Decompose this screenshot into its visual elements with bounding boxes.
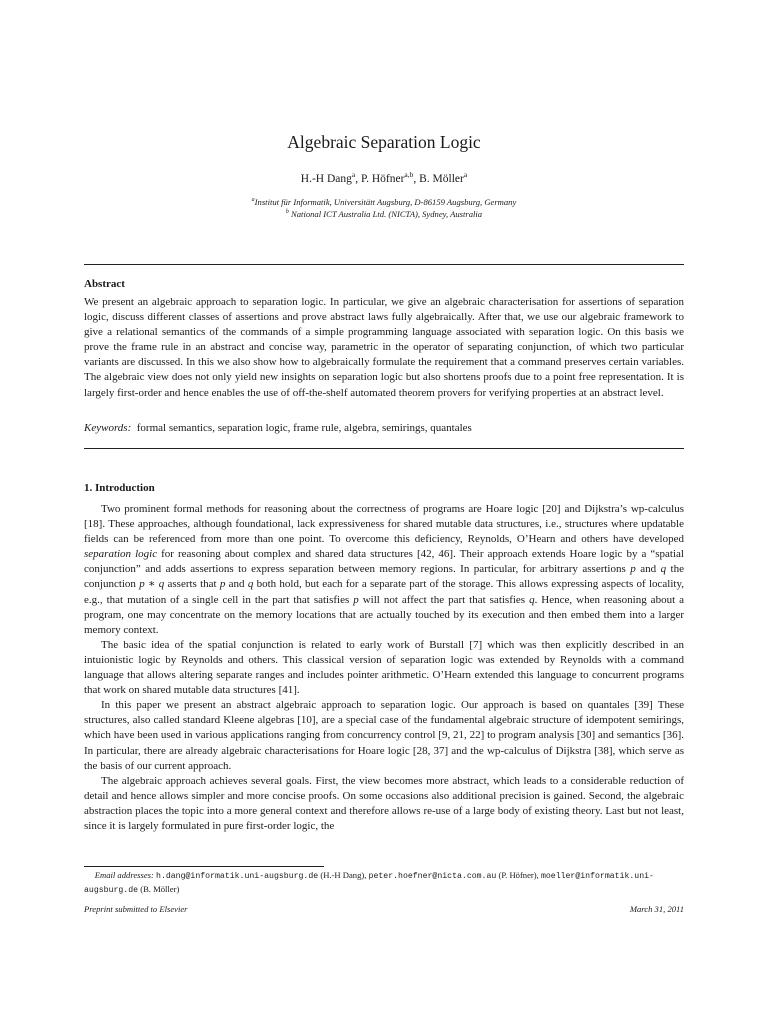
- emphasis-term: separation logic: [84, 548, 158, 561]
- abstract-text: We present an algebraic approach to separation logic. In particular, we give an algebraic characterisation for assertions of separation logic, discuss different classes of assertions and prove abstract laws fully algebraically. After that, we use our algebraic framework to give a relational semantics of the commands of a simple programming language associated with separation logic. On this basis we prove the frame rule in an abstract and concise way, parametric in the operator of separating conjunction, of which two particular variants are discussed. In this we also show how to algebraically formulate the requirement that a command preserves certain variables. The algebraic view does not only yield new insights on separation logic but also shortens proofs due to a point free representation. It is largely first-order and hence enables the use of off-the-shelf automated theorem provers for verifying properties at an abstract level.: [84, 296, 684, 399]
- preprint-date: March 31, 2011: [629, 904, 684, 914]
- intro-paragraph-2: The basic idea of the spatial conjunction is related to early work of Burstall [7] which was then explicitly described in an intuionistic logic by Reynolds and others. This classical version of separation logic was extended by Reynolds with a command language that allows altering separate ranges and includes pointer arithmetic. O’Hearn extended this language to concurrent programs that work on shared mutable data structures [41].: [84, 638, 684, 697]
- math-expression: p ∗ q: [139, 578, 165, 591]
- intro-paragraph-1: [84, 502, 684, 638]
- text-run: both hold, but each for a separate part of the storage. This allows expressing aspects of locality, e.g., that mutation of a single cell in the part that satisfies: [84, 578, 684, 606]
- text-run: the conjunction: [84, 563, 684, 591]
- text-run: for reasoning about complex and shared data structures [42, 46]. Their approach extends Hoare logic by a “spatial conjunction” and adds assertions to express separation between memory regions. In particular, for arbitrary assertions: [84, 548, 684, 576]
- text-run: . Hence, when reasoning about a program, one may concentrate on the memory locations that are actually touched by its execution and then embed them into a larger memory context.: [84, 593, 684, 636]
- affiliation-a: [0, 197, 768, 207]
- author-affil-mark: a: [351, 170, 356, 179]
- keywords-list: formal semantics, separation logic, frame rule, algebra, semirings, quantales: [136, 422, 472, 434]
- preprint-notice: Preprint submitted to Elsevier: [84, 904, 188, 914]
- intro-paragraph-3: In this paper we present an abstract algebraic approach to separation logic. Our approach is based on quantales [39] These structures, also called standard Kleene algebras [10], are a special case of the fundamental algebraic structure of idempotent semirings, which have been used in various applications ranging from concurrency control [9, 21, 22] to program analysis [30] and semantics [36]. In particular, there are already algebraic characterisations for Hoare logic [28, 37] and the wp-calculus of Dijkstra [38], which serve as the basis of our current approach.: [84, 699, 684, 772]
- math-var: p: [630, 563, 636, 576]
- affiliation-b: [0, 209, 768, 219]
- email-link[interactable]: h.dang@informatik.uni-augsburg.de: [156, 872, 319, 881]
- author-name: P. Höfner: [360, 172, 405, 185]
- abstract-bottom-rule: [84, 448, 684, 449]
- email-owner: (H.-H Dang),: [320, 870, 367, 880]
- keywords-label: Keywords:: [84, 422, 132, 434]
- math-var: q: [529, 593, 535, 606]
- author-affil-mark: a,b: [404, 170, 414, 179]
- introduction-body: [84, 502, 684, 834]
- paper-title: Algebraic Separation Logic: [287, 132, 481, 152]
- affiliation-mark: a: [251, 197, 255, 204]
- footnote-label: Email addresses:: [94, 870, 154, 880]
- email-link[interactable]: peter.hoefner@nicta.com.au: [368, 872, 497, 881]
- text-run: will not affect the part that satisfies: [358, 593, 530, 606]
- email-owner: (B. Möller): [140, 884, 180, 894]
- abstract-top-rule: [84, 264, 684, 265]
- math-var: q: [247, 578, 254, 591]
- author-list: [0, 170, 768, 185]
- keywords-line: [84, 421, 684, 436]
- email-owner: (P. Höfner),: [498, 870, 539, 880]
- footnote-rule: [84, 866, 324, 867]
- text-run: and: [635, 563, 661, 576]
- author-name: B. Möller: [419, 172, 464, 185]
- author-affil-mark: a: [463, 170, 468, 179]
- text-run: Two prominent formal methods for reasoning about the correctness of programs are Hoare logic [20] and Dijkstra’s wp-calculus [18]. These approaches, although foundational, lack expressiveness for shared mutable data structures, i.e., structures where updatable fields can be referenced from more than one point. To overcome this deficiency, Reynolds, O’Hearn and others have developed: [84, 503, 684, 546]
- math-var: p: [353, 593, 359, 606]
- math-var: q: [660, 563, 667, 576]
- text-run: asserts that: [164, 578, 220, 591]
- affiliation-text: National ICT Australia Ltd. (NICTA), Sydney, Australia: [291, 209, 483, 219]
- intro-paragraph-4: The algebraic approach achieves several goals. First, the view becomes more abstract, which leads to a considerable reduction of detail and hence allows simpler and more concise proofs. On some occasions also additional precision is gained. Second, the algebraic abstraction places the topic into a more general context and therefore allows re-use of a large body of existing theory. Last but not least, since it is largely formulated in pure first-order logic, the: [84, 774, 684, 832]
- email-link[interactable]: moeller@informatik.uni-augsburg.de: [84, 872, 654, 895]
- author-name: H.-H Dang: [300, 172, 352, 185]
- affiliation-mark: b: [285, 209, 289, 216]
- footnote-emails: [84, 869, 684, 897]
- author-separator: ,: [413, 172, 420, 185]
- section-heading-introduction: 1. Introduction: [84, 482, 155, 494]
- abstract-heading: Abstract: [84, 278, 125, 290]
- affiliation-text: Institut für Informatik, Universitätt Augsburg, D-86159 Augsburg, Germany: [254, 197, 517, 207]
- math-var: p: [219, 578, 226, 591]
- author-separator: ,: [355, 172, 361, 185]
- text-run: and: [225, 578, 248, 591]
